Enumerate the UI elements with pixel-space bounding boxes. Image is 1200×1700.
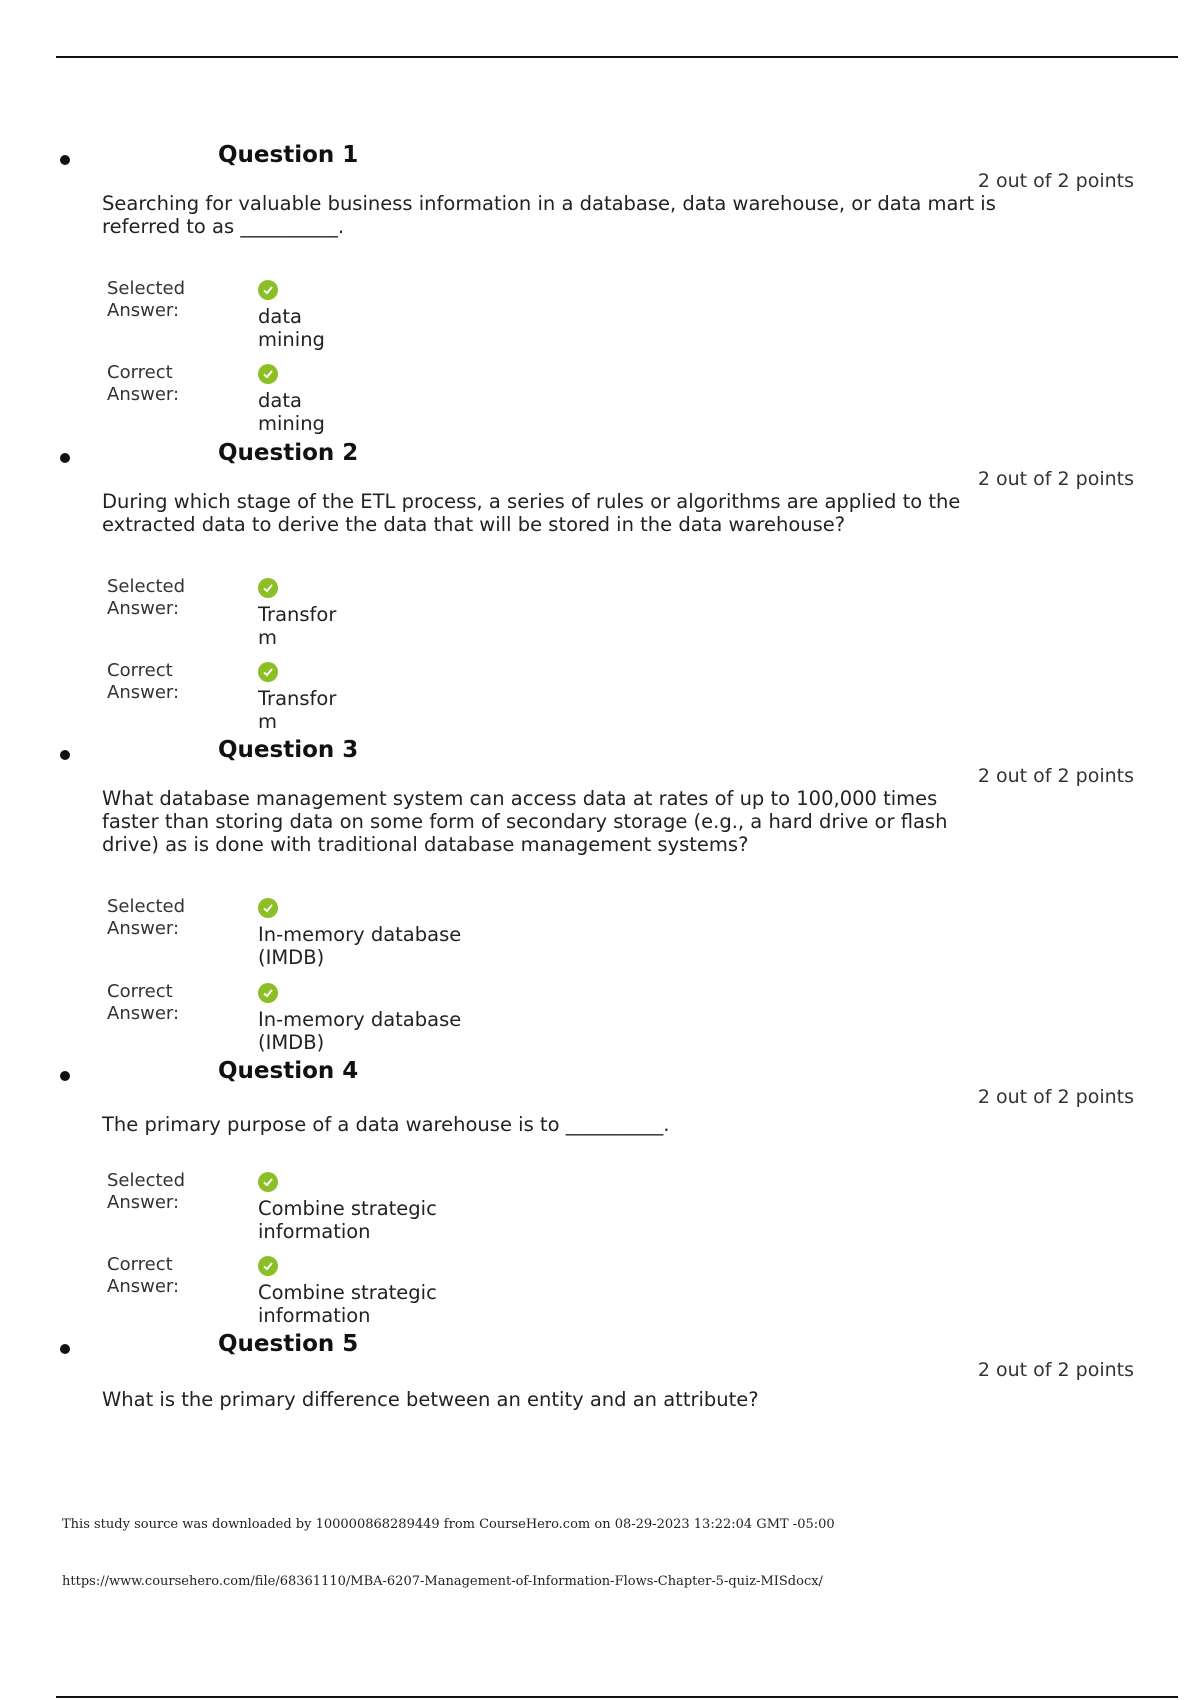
- bottom-rule: [56, 1696, 1178, 1698]
- check-circle-icon: [258, 898, 278, 918]
- footer-source: This study source was downloaded by 100000868289449 from CourseHero.com on 08-29-2023 13:22:04 GMT -05:00: [62, 1517, 835, 1532]
- correct-answer-label: Correct Answer:: [107, 660, 180, 703]
- selected-answer-label: Selected Answer:: [107, 896, 186, 939]
- selected-answer-label: Selected Answer:: [107, 1170, 186, 1213]
- selected-answer-value: data mining: [258, 305, 325, 351]
- bullet-icon: [60, 750, 70, 760]
- question-title: Question 1: [218, 142, 359, 168]
- question-title: Question 5: [218, 1331, 359, 1357]
- correct-answer-label: Correct Answer:: [107, 362, 180, 405]
- bullet-icon: [60, 1344, 70, 1354]
- check-circle-icon: [258, 280, 278, 300]
- check-circle-icon: [258, 1172, 278, 1192]
- question-text: During which stage of the ETL process, a series of rules or algorithms are applied to the extracted data to derive the data that will be stored in the data warehouse?: [102, 490, 961, 536]
- check-circle-icon: [258, 662, 278, 682]
- selected-answer-label: Selected Answer:: [107, 278, 186, 321]
- question-points: 2 out of 2 points: [977, 170, 1134, 192]
- check-circle-icon: [258, 364, 278, 384]
- check-circle-icon: [258, 578, 278, 598]
- question-text: What database management system can access data at rates of up to 100,000 times faster than storing data on some form of secondary storage (e.g., a hard drive or flash drive) as is done with traditional database management systems?: [102, 787, 948, 856]
- question-text: What is the primary difference between an entity and an attribute?: [102, 1388, 759, 1411]
- question-text: Searching for valuable business information in a database, data warehouse, or data mart is referred to as __________.: [102, 192, 996, 238]
- bullet-icon: [60, 453, 70, 463]
- correct-answer-label: Correct Answer:: [107, 1254, 180, 1297]
- question-points: 2 out of 2 points: [977, 1359, 1134, 1381]
- question-text: The primary purpose of a data warehouse is to __________.: [102, 1113, 670, 1136]
- question-title: Question 2: [218, 440, 359, 466]
- selected-answer-value: Transform: [258, 603, 337, 649]
- selected-answer-label: Selected Answer:: [107, 576, 186, 619]
- question-title: Question 3: [218, 737, 359, 763]
- bullet-icon: [60, 155, 70, 165]
- correct-answer-value: Transform: [258, 687, 337, 733]
- question-points: 2 out of 2 points: [977, 468, 1134, 490]
- correct-answer-value: In-memory database (IMDB): [258, 1008, 462, 1054]
- selected-answer-value: Combine strategic information: [258, 1197, 437, 1243]
- check-circle-icon: [258, 1256, 278, 1276]
- correct-answer-value: data mining: [258, 389, 325, 435]
- selected-answer-value: In-memory database (IMDB): [258, 923, 462, 969]
- question-points: 2 out of 2 points: [977, 1086, 1134, 1108]
- correct-answer-value: Combine strategic information: [258, 1281, 437, 1327]
- check-circle-icon: [258, 983, 278, 1003]
- top-rule: [56, 56, 1178, 58]
- bullet-icon: [60, 1071, 70, 1081]
- question-title: Question 4: [218, 1058, 359, 1084]
- question-points: 2 out of 2 points: [977, 765, 1134, 787]
- correct-answer-label: Correct Answer:: [107, 981, 180, 1024]
- footer-url[interactable]: https://www.coursehero.com/file/68361110/MBA-6207-Management-of-Information-Flows-Chapter-5-quiz-MISdocx/: [62, 1574, 823, 1589]
